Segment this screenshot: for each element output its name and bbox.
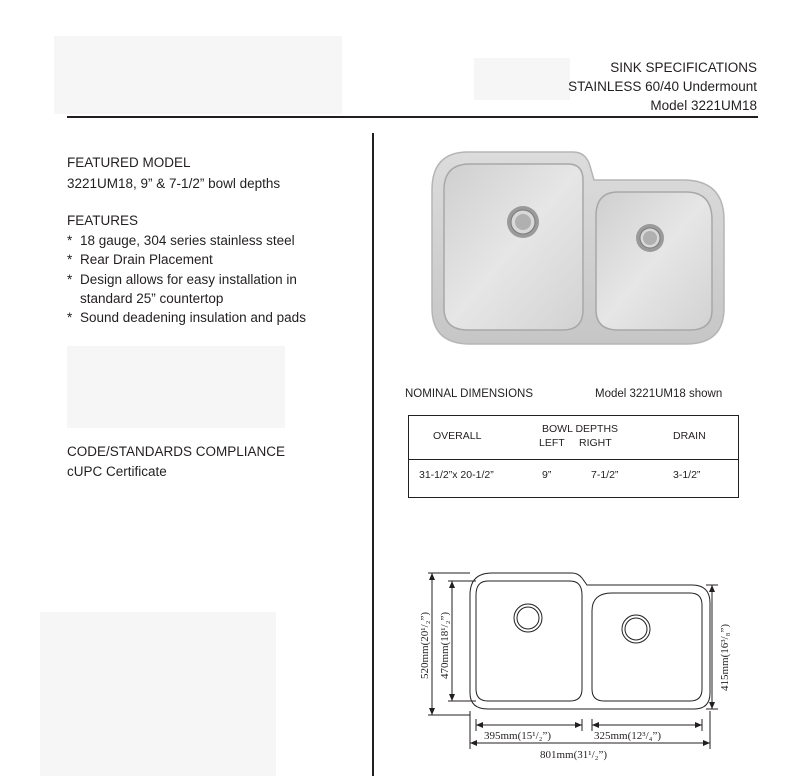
header-overall: OVERALL [433, 430, 482, 442]
feature-item: * Design allows for easy installation in [67, 272, 297, 287]
width-right-bowl-label: 325mm(12³/₄”) [594, 730, 662, 742]
height-right-label: 415mm(16³/₈”) [719, 623, 731, 691]
width-left-bowl-label: 395mm(15¹/₂”) [484, 730, 552, 742]
feature-item-continued: standard 25” countertop [80, 291, 224, 306]
height-inner-label: 470mm(18¹/₂”) [439, 611, 451, 679]
compliance-text: cUPC Certificate [67, 464, 167, 479]
header-bowl-depths: BOWL DEPTHS [542, 423, 619, 435]
feature-item: * Rear Drain Placement [67, 252, 213, 267]
header-left: LEFT [539, 437, 565, 449]
featured-model-text: 3221UM18, 9” & 7-1/2” bowl depths [67, 176, 281, 191]
header-title: SINK SPECIFICATIONS [610, 60, 757, 75]
compliance-heading: CODE/STANDARDS COMPLIANCE [67, 444, 286, 459]
column-divider [372, 133, 374, 776]
header-rule [67, 116, 758, 118]
background-block [40, 612, 276, 776]
bullet: * [67, 252, 73, 267]
featured-model-heading: FEATURED MODEL [67, 155, 191, 170]
dimensions-table [408, 415, 739, 498]
header-subtitle: STAINLESS 60/40 Undermount [568, 79, 757, 94]
bullet: * [67, 272, 73, 287]
model-shown-note: Model 3221UM18 shown [595, 388, 723, 400]
header-drain: DRAIN [673, 430, 706, 442]
bullet: * [67, 233, 73, 248]
header-right: RIGHT [579, 437, 612, 449]
value-right: 7-1/2” [591, 469, 619, 481]
features-heading: FEATURES [67, 213, 139, 228]
feature-item: * Sound deadening insulation and pads [67, 310, 306, 325]
feature-item: * 18 gauge, 304 series stainless steel [67, 233, 295, 248]
technical-drawing [412, 565, 742, 765]
background-block [67, 346, 285, 428]
value-left: 9” [542, 469, 552, 481]
spec-header [568, 58, 757, 115]
table-separator [409, 459, 738, 460]
height-outer-label: 520mm(20¹/₂”) [419, 611, 431, 679]
dimensions-heading: NOMINAL DIMENSIONS [405, 388, 534, 400]
background-block [54, 36, 342, 114]
sink-product-image [428, 150, 728, 346]
width-overall-label: 801mm(31¹/₂”) [540, 749, 608, 761]
value-drain: 3-1/2” [673, 469, 701, 481]
background-block [474, 58, 570, 100]
value-overall: 31-1/2”x 20-1/2” [419, 469, 494, 481]
header-model: Model 3221UM18 [650, 98, 757, 113]
bullet: * [67, 310, 73, 325]
